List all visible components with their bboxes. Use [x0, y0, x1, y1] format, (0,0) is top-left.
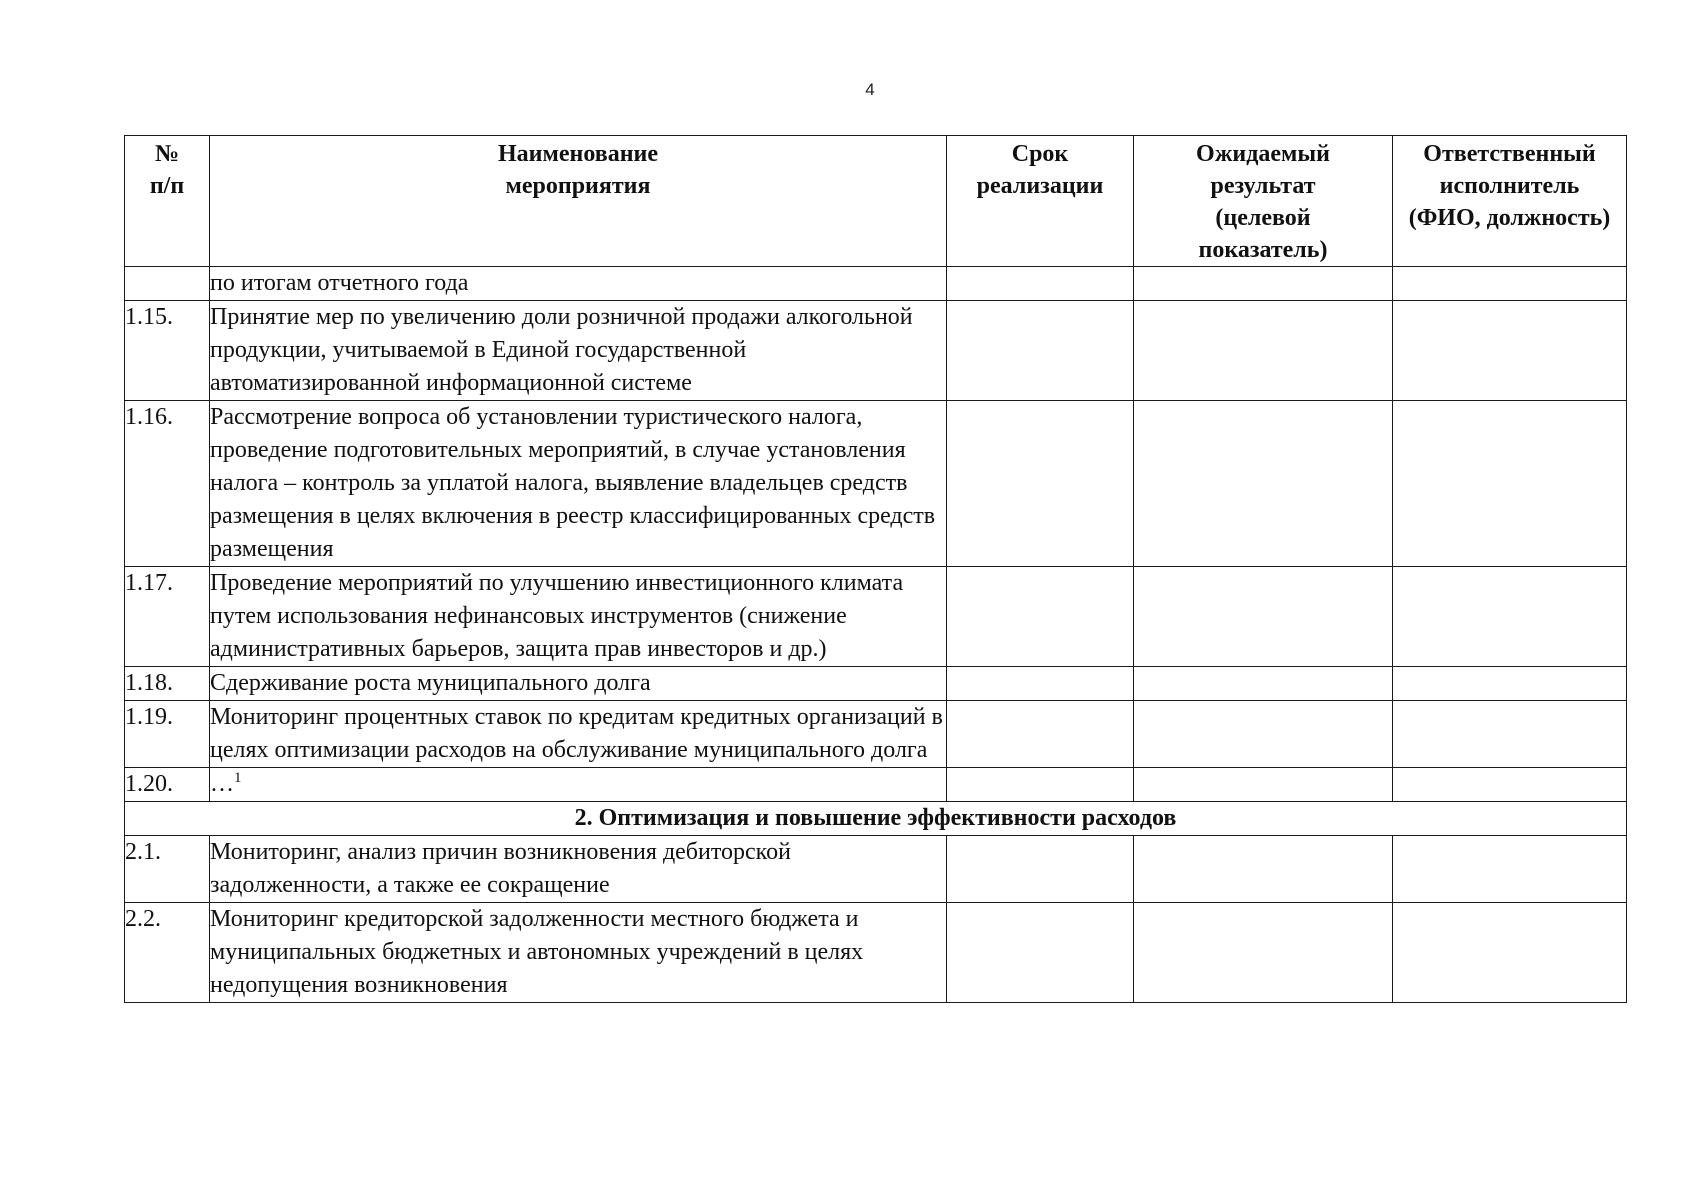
row-num: 1.18.: [125, 667, 210, 701]
row-num: 1.16.: [125, 401, 210, 567]
table-row: [125, 768, 1627, 802]
row-result: [1134, 701, 1393, 768]
table-row: [125, 567, 1627, 667]
row-responsible: [1393, 701, 1627, 768]
header-responsible-label: Ответственный исполнитель (ФИО, должность): [1408, 141, 1611, 231]
row-result: [1134, 267, 1393, 301]
row-term: [947, 301, 1134, 401]
page-number: 4: [865, 80, 875, 99]
row-term: [947, 667, 1134, 701]
row-term: [947, 267, 1134, 301]
row-responsible: [1393, 267, 1627, 301]
section-title: 2. Оптимизация и повышение эффективности расходов: [125, 802, 1627, 836]
row-responsible: [1393, 301, 1627, 401]
row-result: [1134, 567, 1393, 667]
row-num: 1.20.: [125, 768, 210, 802]
row-term: [947, 701, 1134, 768]
row-name: Принятие мер по увеличению доли розничной продажи алкогольной продукции, учитываемой в Единой государственной автоматизированной информационной системе: [210, 301, 947, 401]
row-num: 1.19.: [125, 701, 210, 768]
row-result: [1134, 401, 1393, 567]
row-responsible: [1393, 401, 1627, 567]
table-row: [125, 836, 1627, 903]
row-term: [947, 768, 1134, 802]
row-term: [947, 836, 1134, 903]
row-num: 1.15.: [125, 301, 210, 401]
row-responsible: [1393, 667, 1627, 701]
table-row: [125, 301, 1627, 401]
header-result-label: Ожидаемый результат (целевой показатель): [1196, 141, 1330, 263]
table-row: [125, 701, 1627, 768]
header-result: [1134, 136, 1393, 267]
row-term: [947, 567, 1134, 667]
row-num: 1.17.: [125, 567, 210, 667]
table-row: [125, 267, 1627, 301]
row-term: [947, 903, 1134, 1003]
row-num: [125, 267, 210, 301]
table-row: [125, 667, 1627, 701]
row-name: Рассмотрение вопроса об установлении туристического налога, проведение подготовительных мероприятий, в случае установления налога – контроль за уплатой налога, выявление владельцев средств размещения в целях включения в реестр классифицированных средств размещения: [210, 401, 947, 567]
row-responsible: [1393, 836, 1627, 903]
row-name-cell: [210, 768, 947, 802]
row-name: Мониторинг, анализ причин возникновения дебиторской задолженности, а также ее сокращение: [210, 836, 947, 903]
table-row: [125, 903, 1627, 1003]
header-term-label: Срок реализации: [976, 141, 1104, 199]
row-name: Мониторинг процентных ставок по кредитам кредитных организаций в целях оптимизации расходов на обслуживание муниципального долга: [210, 701, 947, 768]
row-responsible: [1393, 567, 1627, 667]
row-num: 2.1.: [125, 836, 210, 903]
row-result: [1134, 768, 1393, 802]
row-term: [947, 401, 1134, 567]
row-num: 2.2.: [125, 903, 210, 1003]
row-result: [1134, 836, 1393, 903]
row-responsible: [1393, 768, 1627, 802]
measures-table: [124, 135, 1627, 1003]
row-result: [1134, 301, 1393, 401]
row-name: Мониторинг кредиторской задолженности местного бюджета и муниципальных бюджетных и автономных учреждений в целях недопущения возникновения: [210, 903, 947, 1003]
row-result: [1134, 667, 1393, 701]
row-name: по итогам отчетного года: [210, 267, 947, 301]
row-responsible: [1393, 903, 1627, 1003]
header-name-label: Наименование мероприятия: [498, 141, 658, 199]
row-name: Проведение мероприятий по улучшению инвестиционного климата путем использования нефинансовых инструментов (снижение административных барьеров, защита прав инвесторов и др.): [210, 567, 947, 667]
table-header-row: [125, 136, 1627, 267]
section-row: [125, 802, 1627, 836]
header-responsible: [1393, 136, 1627, 267]
row-result: [1134, 903, 1393, 1003]
header-term: [947, 136, 1134, 267]
footnote-mark: 1: [234, 770, 242, 786]
row-name: …: [210, 771, 234, 797]
row-name: Сдерживание роста муниципального долга: [210, 667, 947, 701]
header-num-label: № п/п: [149, 141, 185, 199]
header-name: [210, 136, 947, 267]
header-num: [125, 136, 210, 267]
table-row: [125, 401, 1627, 567]
